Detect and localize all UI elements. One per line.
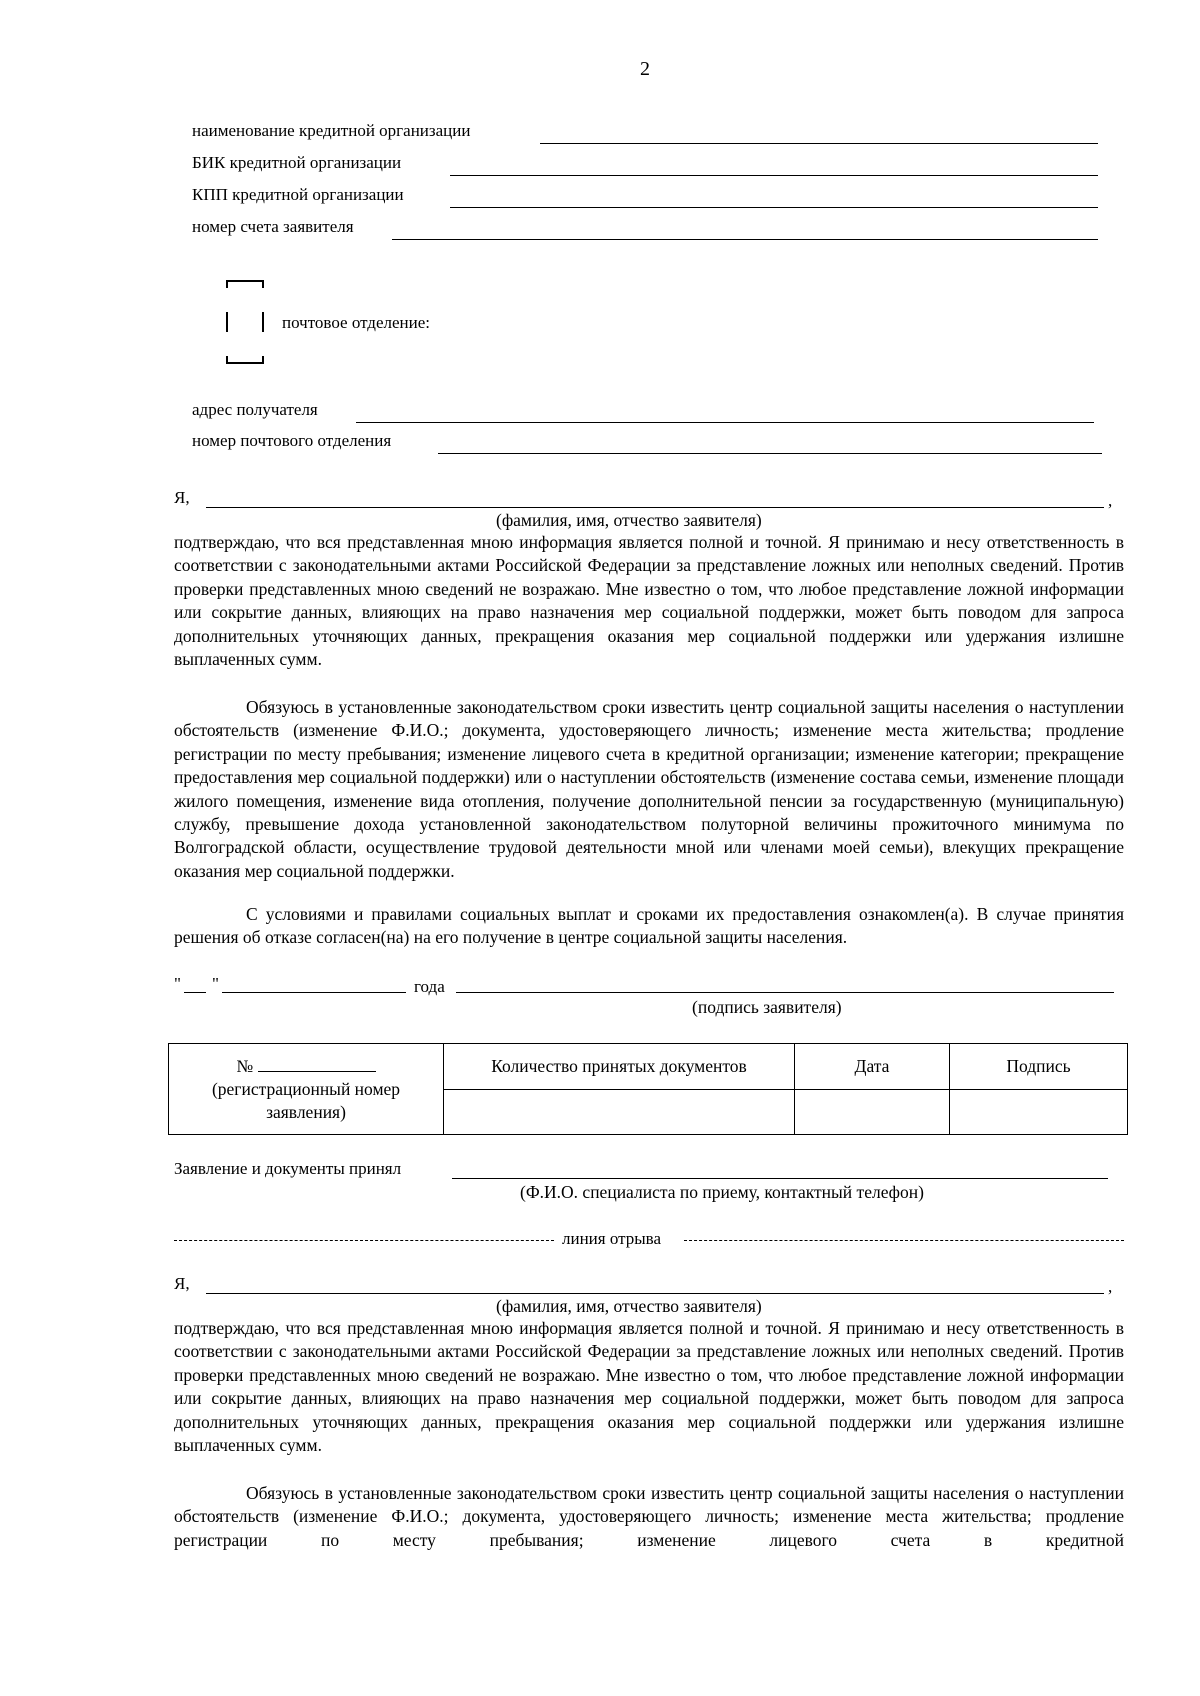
accepted-by-caption: (Ф.И.О. специалиста по приему, контактный телефон) xyxy=(520,1182,924,1202)
bik-field[interactable] xyxy=(450,175,1098,176)
declaration-paragraph-3-text: С условиями и правилами социальных выплат и сроками их предоставления ознакомлен(а). В случае принятия решения об отказе согласен(на) на его получение в центре социальной защиты населения. xyxy=(174,904,1124,948)
declarant-intro: Я, xyxy=(174,488,190,507)
declarant-name-field[interactable] xyxy=(206,507,1104,508)
bik-label: БИК кредитной организации xyxy=(192,153,402,172)
post-office-number-field[interactable] xyxy=(438,453,1102,454)
registration-number-cell[interactable] xyxy=(169,1044,444,1135)
date-month-field[interactable] xyxy=(222,992,406,993)
tear-line-label: линия отрыва xyxy=(562,1229,662,1248)
declarant-comma-2: , xyxy=(1108,1277,1113,1296)
declarant-name-field-2[interactable] xyxy=(206,1293,1104,1294)
postal-option-checkbox[interactable] xyxy=(226,280,264,364)
declaration2-paragraph-2-text: Обязуюсь в установленные законодательством сроки известить центр социальной защиты населения о наступлении обстоятельств (изменение Ф.И.О.; документа, удостоверяющего личность; изменение места жительства; продление регистрации по месту пребывания; изменение лицевого счета в кредитной xyxy=(174,1483,1124,1550)
recipient-address-field[interactable] xyxy=(356,422,1094,423)
signature-field[interactable] xyxy=(456,992,1114,993)
kpp-field[interactable] xyxy=(450,207,1098,208)
declarant-intro-2: Я, xyxy=(174,1274,190,1293)
recipient-address-label: адрес получателя xyxy=(192,400,318,419)
signature-caption: (подпись заявителя) xyxy=(692,997,842,1017)
tear-line-right xyxy=(684,1240,1124,1241)
declaration-paragraph-1: подтверждаю, что вся представленная мною информация является полной и точной. Я принимаю и несу ответственность в соответствии с законодательными актами Российской Федерации за представление ложных или неполных сведений. Против проверки представленных мною сведений не возражаю. Мне известно о том, что любое представление ложной информации или сокрытие данных, влияющих на право назначения мер социальной поддержки, может быть поводом для запроса дополнительных уточняющих данных, прекращения оказания мер социальной поддержки или удержания излишне выплаченных сумм. xyxy=(174,532,1124,670)
signature-cell[interactable] xyxy=(950,1089,1128,1135)
declarant-comma: , xyxy=(1108,491,1113,510)
date-quote-open: " xyxy=(174,974,181,993)
bank-name-label: наименование кредитной организации xyxy=(192,121,471,140)
account-number-label: номер счета заявителя xyxy=(192,217,354,236)
declarant-name-caption-2: (фамилия, имя, отчество заявителя) xyxy=(496,1296,762,1316)
declaration-paragraph-2 xyxy=(174,696,1124,883)
accepted-by-field[interactable] xyxy=(452,1178,1108,1179)
date-quote-close: " xyxy=(212,974,219,993)
number-sign: № xyxy=(236,1055,254,1076)
date-cell[interactable] xyxy=(795,1089,950,1135)
postal-option-label: почтовое отделение: xyxy=(282,313,430,332)
bank-name-field[interactable] xyxy=(540,143,1098,144)
registration-number-caption: (регистрационный номер заявления) xyxy=(211,1078,401,1122)
date-header: Дата xyxy=(795,1044,950,1090)
docs-count-header: Количество принятых документов xyxy=(444,1044,795,1090)
docs-count-cell[interactable] xyxy=(444,1089,795,1135)
kpp-label: КПП кредитной организации xyxy=(192,185,404,204)
page-number: 2 xyxy=(640,58,650,80)
registration-number-field[interactable] xyxy=(258,1057,376,1072)
declaration2-paragraph-2 xyxy=(174,1482,1124,1552)
tear-line-left xyxy=(174,1240,554,1241)
signature-header: Подпись xyxy=(950,1044,1128,1090)
declaration-paragraph-3 xyxy=(174,903,1124,950)
post-office-number-label: номер почтового отделения xyxy=(192,431,392,450)
date-day-field[interactable] xyxy=(184,992,206,993)
account-number-field[interactable] xyxy=(392,239,1098,240)
registration-table xyxy=(168,1043,1128,1135)
year-word: года xyxy=(414,977,445,996)
declarant-name-caption: (фамилия, имя, отчество заявителя) xyxy=(496,510,762,530)
declaration-paragraph-2-text: Обязуюсь в установленные законодательством сроки известить центр социальной защиты населения о наступлении обстоятельств (изменение Ф.И.О.; документа, удостоверяющего личность; изменение места жительства; продление регистрации по месту пребывания; изменение лицевого счета в кредитной организации; изменение категории; прекращение предоставления мер социальной поддержки) или о наступлении обстоятельств (изменение состава семьи, изменение площади жилого помещения, изменение вида отопления, получение дополнительной пенсии за государственную (муниципальную) службу, превышение дохода установленной законодательством полуторной величины прожиточного минимума по Волгоградской области, осуществление трудовой деятельности мной или членами моей семьи), влекущих прекращение оказания мер социальной поддержки. xyxy=(174,697,1124,881)
accepted-by-label: Заявление и документы принял xyxy=(174,1159,402,1178)
declaration2-paragraph-1: подтверждаю, что вся представленная мною информация является полной и точной. Я принимаю и несу ответственность в соответствии с законодательными актами Российской Федерации за представление ложных или неполных сведений. Против проверки представленных мною сведений не возражаю. Мне известно о том, что любое представление ложной информации или сокрытие данных, влияющих на право назначения мер социальной поддержки, может быть поводом для запроса дополнительных уточняющих данных, прекращения оказания мер социальной поддержки или удержания излишне выплаченных сумм. xyxy=(174,1318,1124,1456)
